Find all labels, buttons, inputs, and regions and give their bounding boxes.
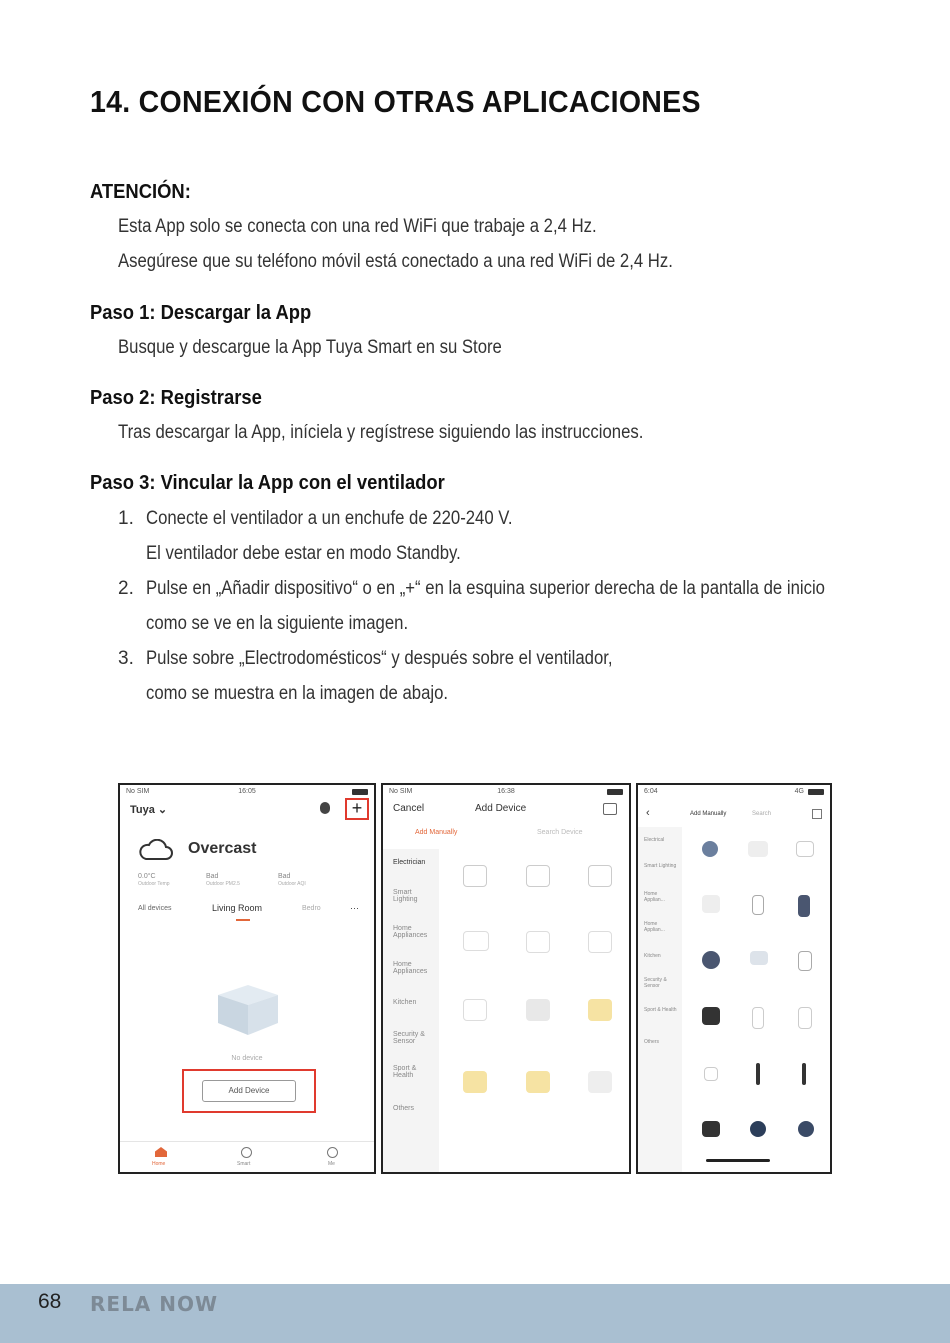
- device-camera[interactable]: [798, 1121, 814, 1137]
- stat-aqi-label: Outdoor AQI: [278, 881, 306, 887]
- device-tower-fan[interactable]: [756, 1063, 760, 1085]
- empty-box-icon: [208, 977, 288, 1037]
- status-time: 16:38: [497, 788, 515, 795]
- device-small[interactable]: [704, 1067, 718, 1081]
- page-number: 68: [38, 1290, 62, 1313]
- device-purifier[interactable]: [702, 895, 720, 913]
- tab-add-manually[interactable]: Add Manually: [415, 829, 458, 836]
- category-security-sensor[interactable]: Security & Sensor: [393, 1031, 425, 1045]
- tab-bedroom[interactable]: Bedro: [302, 905, 321, 912]
- device-switch[interactable]: [588, 931, 612, 953]
- step3-item-2-number: 2.: [118, 578, 134, 599]
- tab-living-room[interactable]: Living Room: [212, 903, 263, 913]
- device-heater-tall[interactable]: [752, 1007, 764, 1029]
- device-dehumidifier[interactable]: [798, 951, 812, 971]
- stat-pm25-label: Outdoor PM2.5: [206, 881, 240, 887]
- status-carrier: No SIM: [126, 788, 150, 795]
- battery-icon: [808, 789, 824, 795]
- device-switch[interactable]: [463, 999, 487, 1021]
- step3-item-3-line-2: como se muestra en la imagen de abajo.: [146, 683, 449, 704]
- category-smart-lighting[interactable]: Smart Lighting: [644, 863, 677, 869]
- scan-icon[interactable]: [603, 803, 617, 815]
- device-humidifier[interactable]: [752, 895, 764, 915]
- attention-heading: ATENCIÓN:: [90, 181, 191, 203]
- tab-add-manually[interactable]: Add Manually: [690, 811, 727, 817]
- home-selector[interactable]: Tuya ⌄: [130, 804, 168, 816]
- device-scene[interactable]: [463, 1071, 487, 1093]
- cancel-button[interactable]: Cancel: [393, 803, 425, 814]
- step3-heading: Paso 3: Vincular la App con el ventilador: [90, 472, 445, 494]
- add-device-highlight: [182, 1069, 316, 1113]
- back-icon[interactable]: ‹: [646, 807, 650, 819]
- stat-aqi: Bad: [278, 873, 291, 880]
- more-tabs-icon[interactable]: ···: [350, 903, 359, 913]
- status-bar: [126, 788, 368, 798]
- category-others[interactable]: Others: [393, 1105, 415, 1112]
- nav-divider: [120, 1141, 374, 1142]
- screenshot-add-device: [381, 783, 631, 1174]
- device-appliance[interactable]: [798, 1007, 812, 1029]
- tab-search-device[interactable]: Search Device: [537, 829, 583, 836]
- profile-icon[interactable]: [327, 1147, 338, 1158]
- battery-icon: [607, 789, 623, 795]
- device-box[interactable]: [702, 1121, 720, 1137]
- category-kitchen[interactable]: Kitchen: [644, 953, 661, 959]
- device-socket[interactable]: [526, 865, 550, 887]
- device-lamp[interactable]: [750, 951, 768, 965]
- category-sport-health[interactable]: Sport & Health: [393, 1065, 417, 1079]
- device-scene[interactable]: [588, 999, 612, 1021]
- battery-icon: [352, 789, 368, 795]
- device-curtain[interactable]: [526, 999, 550, 1021]
- page-title: 14. CONEXIÓN CON OTRAS APLICACIONES: [90, 84, 701, 119]
- step1-text: Busque y descargue la App Tuya Smart en su Store: [118, 337, 502, 358]
- step2-heading: Paso 2: Registrarse: [90, 387, 262, 409]
- category-home-appliances[interactable]: Home Applian...: [644, 891, 665, 903]
- device-fan[interactable]: [702, 841, 718, 857]
- chevron-down-icon: ⌄: [157, 804, 168, 816]
- footer-band: [0, 1284, 950, 1343]
- device-strip[interactable]: [463, 931, 489, 951]
- step3-item-1-line-1: Conecte el ventilador a un enchufe de 220-240 V.: [146, 508, 513, 529]
- smart-icon[interactable]: [241, 1147, 252, 1158]
- category-others[interactable]: Others: [644, 1039, 660, 1045]
- status-network: 4G: [794, 788, 804, 795]
- step3-item-1-number: 1.: [118, 508, 134, 529]
- category-sidebar: [638, 827, 682, 1172]
- category-sport-health[interactable]: Sport & Health: [644, 1007, 677, 1013]
- category-smart-lighting[interactable]: Smart Lighting: [393, 889, 418, 903]
- status-carrier: No SIM: [389, 788, 413, 795]
- device-tower-fan[interactable]: [802, 1063, 806, 1085]
- add-plus-button[interactable]: +: [345, 798, 369, 820]
- tab-all-devices[interactable]: All devices: [138, 905, 172, 912]
- stat-temp: 0.0°C: [138, 873, 156, 880]
- category-home-appliances[interactable]: Home Appliances: [393, 925, 428, 939]
- step3-item-1-line-2: El ventilador debe estar en modo Standby.: [146, 543, 461, 564]
- status-time: 6:04: [644, 788, 658, 795]
- device-scene[interactable]: [526, 1071, 550, 1093]
- no-device-text: No device: [231, 1055, 263, 1062]
- attention-line-2: Asegúrese que su teléfono móvil está conectado a una red WiFi de 2,4 Hz.: [118, 251, 673, 272]
- status-bar: [644, 788, 824, 798]
- attention-line-1: Esta App solo se conecta con una red WiFi que trabaje a 2,4 Hz.: [118, 216, 597, 237]
- device-air-cooler[interactable]: [798, 895, 810, 917]
- device-socket[interactable]: [588, 865, 612, 887]
- nav-smart-label: Smart: [237, 1161, 251, 1167]
- mic-icon[interactable]: [320, 802, 330, 814]
- tab-indicator: [236, 919, 250, 921]
- device-socket[interactable]: [463, 865, 487, 887]
- category-electrician[interactable]: Electrician: [393, 859, 426, 866]
- cloud-icon: [138, 839, 174, 861]
- step3-item-3-number: 3.: [118, 648, 134, 669]
- device-heater[interactable]: [748, 841, 768, 857]
- screenshot-home: [118, 783, 376, 1174]
- home-indicator: [706, 1159, 770, 1162]
- status-bar: [389, 788, 623, 798]
- step2-text: Tras descargar la App, iníciela y regístrese siguiendo las instrucciones.: [118, 422, 644, 443]
- step3-item-2-line-2: como se ve en la siguiente imagen.: [146, 613, 409, 634]
- device-robot[interactable]: [702, 951, 720, 969]
- status-time: 16:05: [238, 788, 256, 795]
- stat-pm25: Bad: [206, 873, 219, 880]
- category-kitchen[interactable]: Kitchen: [393, 999, 417, 1006]
- category-electrical[interactable]: Electrical: [644, 837, 665, 843]
- weather-label: Overcast: [188, 840, 257, 857]
- step1-heading: Paso 1: Descargar la App: [90, 302, 312, 324]
- tab-search[interactable]: Search: [752, 811, 772, 817]
- scan-icon[interactable]: [812, 809, 822, 819]
- device-tv[interactable]: [702, 1007, 720, 1025]
- step3-item-2-line-1: Pulse en „Añadir dispositivo“ o en „+“ en la esquina superior derecha de la pantalla de inicio: [146, 578, 825, 599]
- device-speaker[interactable]: [750, 1121, 766, 1137]
- category-home-appliances-2[interactable]: Home Applian...: [644, 921, 665, 933]
- home-icon[interactable]: [155, 1147, 167, 1157]
- add-device-button[interactable]: Add Device: [202, 1080, 296, 1102]
- add-device-title: Add Device: [475, 803, 527, 814]
- brand-logo: RELA NOW: [90, 1292, 219, 1316]
- step3-item-3-line-1: Pulse sobre „Electrodomésticos“ y después sobre el ventilador,: [146, 648, 613, 669]
- nav-home-label: Home: [152, 1161, 166, 1167]
- stat-temp-label: Outdoor Temp: [138, 881, 170, 887]
- device-lighting[interactable]: [588, 1071, 612, 1093]
- category-home-appliances-2[interactable]: Home Appliances: [393, 961, 428, 975]
- device-sensor[interactable]: [796, 841, 814, 857]
- nav-me-label: Me: [328, 1161, 335, 1167]
- category-security-sensor[interactable]: Security & Sensor: [644, 977, 667, 989]
- device-switch[interactable]: [526, 931, 550, 953]
- screenshot-add-manually: [636, 783, 832, 1174]
